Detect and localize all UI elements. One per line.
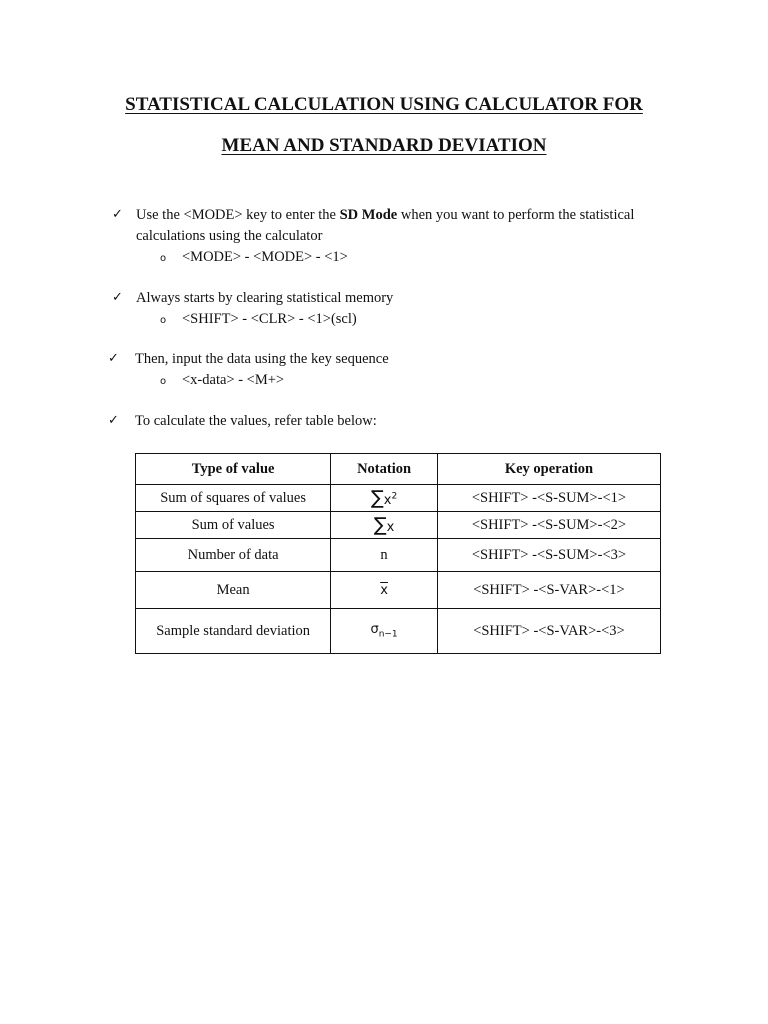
cell-notation: n [331,539,438,572]
table-row [136,609,661,654]
cell-key: <SHIFT> -<S-VAR>-<3> [437,609,660,654]
bullet-text: To calculate the values, refer table below: [135,413,377,429]
table-row [136,485,661,512]
document-title-line-1: STATISTICAL CALCULATION USING CALCULATOR FOR [125,94,643,115]
cell-type: Sum of values [136,512,331,539]
cell-type: Sum of squares of values [136,485,331,512]
checkmark-icon: ✓ [112,290,123,305]
x-bar-symbol: $\overline{x}$ [380,582,388,598]
cell-notation [331,572,438,609]
sigma-symbol: ∑ [370,487,384,509]
checkmark-icon: ✓ [108,351,119,366]
cell-type: Sample standard deviation [136,609,331,654]
header-type-of-value: Type of value [136,454,331,485]
checkmark-icon: ✓ [108,413,119,428]
key-operation-table [135,453,661,654]
header-notation: Notation [331,454,438,485]
cell-notation: $\sum x^2$ [331,485,438,512]
cell-type: Number of data [136,539,331,572]
cell-key: <SHIFT> -<S-VAR>-<1> [437,572,660,609]
document-title-line-2: MEAN AND STANDARD DEVIATION [221,135,547,156]
circle-bullet-icon: o [160,253,167,264]
bullet-text: Use the <MODE> key to enter the SD Mode when you want to perform the statistical calculations using the calculator [136,207,635,244]
checkmark-icon: ✓ [112,207,123,222]
table-header-row [136,454,661,485]
cell-notation: $\sigma_{n-1}$ [331,609,438,654]
circle-bullet-icon: o [160,376,167,387]
table-row [136,539,661,572]
circle-bullet-icon: o [160,315,167,326]
cell-type: Mean [136,572,331,609]
cell-key: <SHIFT> -<S-SUM>-<1> [437,485,660,512]
bullet-text: Then, input the data using the key sequence [135,351,389,367]
table-row [136,572,661,609]
bullet-text: Always starts by clearing statistical memory [136,290,394,306]
cell-notation: ∑x [331,512,438,539]
header-key-operation: Key operation [437,454,660,485]
cell-key: <SHIFT> -<S-SUM>-<3> [437,539,660,572]
table-row [136,512,661,539]
sd-mode-bold: SD Mode [339,207,398,223]
sigma-symbol: ∑ [373,514,387,536]
cell-key: <SHIFT> -<S-SUM>-<2> [437,512,660,539]
